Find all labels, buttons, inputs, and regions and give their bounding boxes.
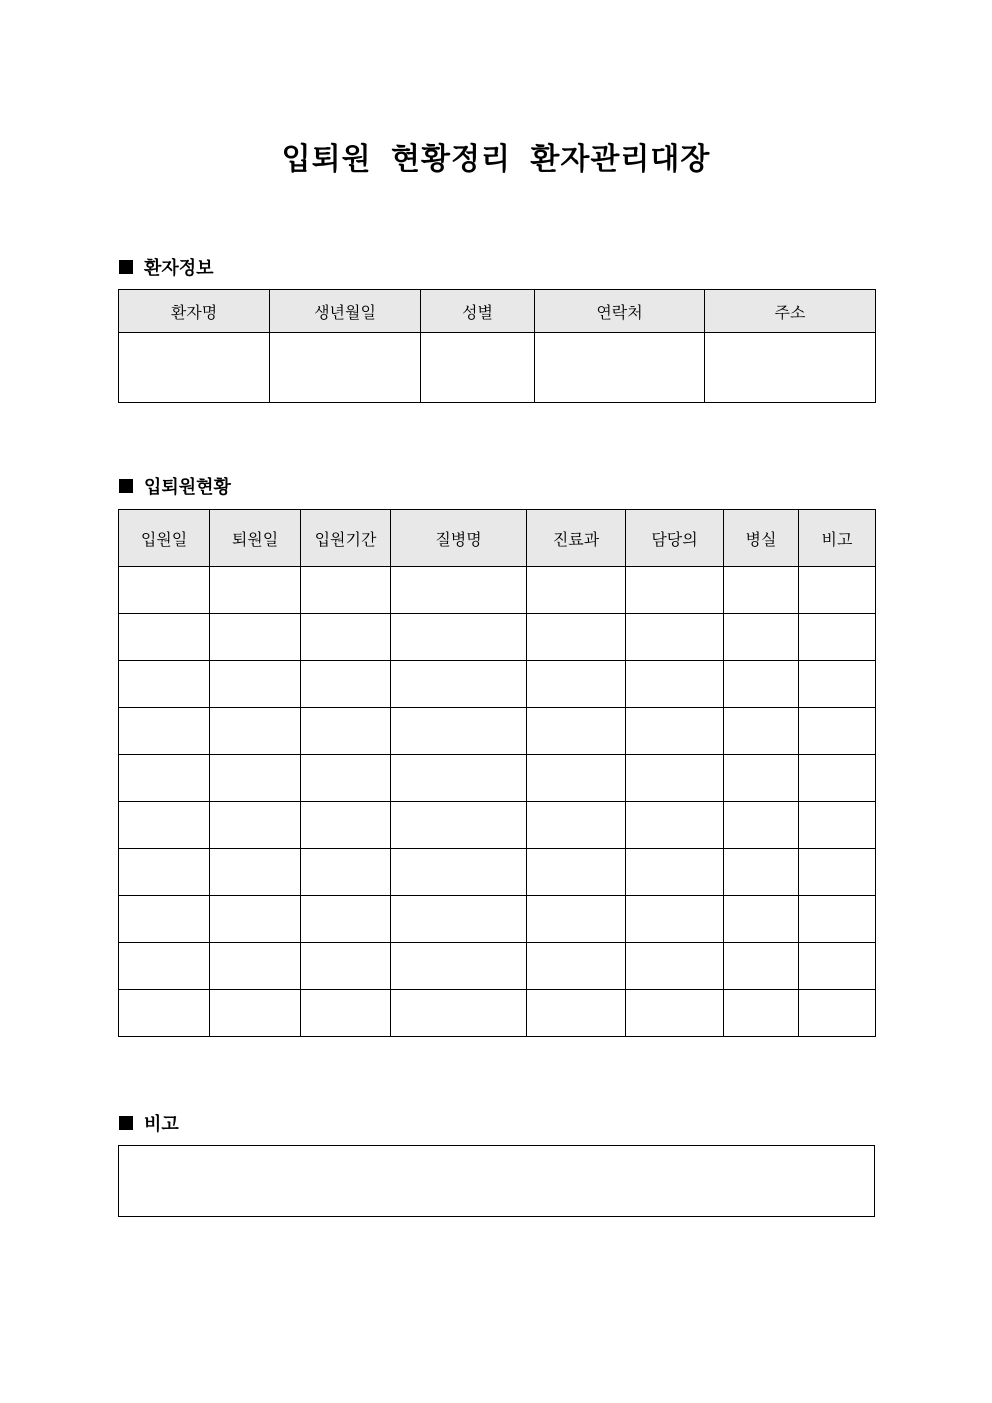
patient-info-table xyxy=(118,289,876,403)
stay-period-cell[interactable] xyxy=(301,990,391,1037)
admission-date-cell[interactable] xyxy=(119,802,210,849)
column-header-patient-name: 환자명 xyxy=(119,290,270,333)
column-header-remarks: 비고 xyxy=(799,510,876,567)
disease-name-cell[interactable] xyxy=(391,661,527,708)
discharge-date-cell[interactable] xyxy=(210,567,301,614)
remarks-cell[interactable] xyxy=(799,896,876,943)
physician-cell[interactable] xyxy=(626,896,724,943)
disease-name-cell[interactable] xyxy=(391,990,527,1037)
ward-cell[interactable] xyxy=(724,614,799,661)
physician-cell[interactable] xyxy=(626,802,724,849)
physician-cell[interactable] xyxy=(626,755,724,802)
column-header-disease-name: 질병명 xyxy=(391,510,527,567)
gender-cell[interactable] xyxy=(421,333,535,403)
stay-period-cell[interactable] xyxy=(301,614,391,661)
ward-cell[interactable] xyxy=(724,567,799,614)
admission-date-cell[interactable] xyxy=(119,943,210,990)
department-cell[interactable] xyxy=(527,755,626,802)
disease-name-cell[interactable] xyxy=(391,896,527,943)
remarks-cell[interactable] xyxy=(799,802,876,849)
square-bullet-icon xyxy=(119,479,133,493)
table-row xyxy=(119,567,876,614)
department-cell[interactable] xyxy=(527,708,626,755)
stay-period-cell[interactable] xyxy=(301,896,391,943)
column-header-ward: 병실 xyxy=(724,510,799,567)
table-row xyxy=(119,802,876,849)
stay-period-cell[interactable] xyxy=(301,755,391,802)
admission-table-body xyxy=(119,567,876,1037)
admission-date-cell[interactable] xyxy=(119,567,210,614)
patient-name-cell[interactable] xyxy=(119,333,270,403)
address-cell[interactable] xyxy=(705,333,876,403)
ward-cell[interactable] xyxy=(724,708,799,755)
department-cell[interactable] xyxy=(527,661,626,708)
remarks-cell[interactable] xyxy=(799,849,876,896)
page-title: 입퇴원 현황정리 환자관리대장 xyxy=(281,142,711,177)
physician-cell[interactable] xyxy=(626,567,724,614)
ward-cell[interactable] xyxy=(724,661,799,708)
ward-cell[interactable] xyxy=(724,755,799,802)
column-header-address: 주소 xyxy=(705,290,876,333)
table-row xyxy=(119,661,876,708)
department-cell[interactable] xyxy=(527,567,626,614)
remarks-cell[interactable] xyxy=(799,661,876,708)
table-row xyxy=(119,614,876,661)
column-header-contact: 연락처 xyxy=(535,290,705,333)
remarks-cell[interactable] xyxy=(799,943,876,990)
physician-cell[interactable] xyxy=(626,661,724,708)
remarks-field[interactable] xyxy=(118,1145,875,1217)
remarks-cell[interactable] xyxy=(799,990,876,1037)
admission-date-cell[interactable] xyxy=(119,708,210,755)
discharge-date-cell[interactable] xyxy=(210,990,301,1037)
physician-cell[interactable] xyxy=(626,849,724,896)
discharge-date-cell[interactable] xyxy=(210,614,301,661)
department-cell[interactable] xyxy=(527,849,626,896)
admission-date-cell[interactable] xyxy=(119,614,210,661)
column-header-stay-period: 입원기간 xyxy=(301,510,391,567)
remarks-cell[interactable] xyxy=(799,567,876,614)
ward-cell[interactable] xyxy=(724,802,799,849)
table-row xyxy=(119,990,876,1037)
remarks-heading xyxy=(119,1110,179,1136)
physician-cell[interactable] xyxy=(626,708,724,755)
disease-name-cell[interactable] xyxy=(391,755,527,802)
table-row xyxy=(119,943,876,990)
stay-period-cell[interactable] xyxy=(301,802,391,849)
column-header-discharge-date: 퇴원일 xyxy=(210,510,301,567)
patient-info-header-row xyxy=(119,290,876,333)
remarks-heading-label: 비고 xyxy=(144,1114,179,1135)
stay-period-cell[interactable] xyxy=(301,849,391,896)
column-header-birth-date: 생년월일 xyxy=(270,290,421,333)
stay-period-cell[interactable] xyxy=(301,708,391,755)
disease-name-cell[interactable] xyxy=(391,708,527,755)
patient-info-heading xyxy=(119,254,214,280)
ward-cell[interactable] xyxy=(724,896,799,943)
disease-name-cell[interactable] xyxy=(391,614,527,661)
discharge-date-cell[interactable] xyxy=(210,943,301,990)
department-cell[interactable] xyxy=(527,990,626,1037)
discharge-date-cell[interactable] xyxy=(210,849,301,896)
column-header-department: 진료과 xyxy=(527,510,626,567)
table-row xyxy=(119,896,876,943)
remarks-cell[interactable] xyxy=(799,614,876,661)
admission-status-heading-label: 입퇴원현황 xyxy=(144,477,231,498)
ward-cell[interactable] xyxy=(724,990,799,1037)
admission-status-heading xyxy=(119,473,231,499)
department-cell[interactable] xyxy=(527,896,626,943)
admission-date-cell[interactable] xyxy=(119,661,210,708)
disease-name-cell[interactable] xyxy=(391,802,527,849)
disease-name-cell[interactable] xyxy=(391,567,527,614)
discharge-date-cell[interactable] xyxy=(210,802,301,849)
patient-info-heading-label: 환자정보 xyxy=(144,258,214,279)
admission-status-table xyxy=(118,509,876,1037)
admission-date-cell[interactable] xyxy=(119,755,210,802)
stay-period-cell[interactable] xyxy=(301,661,391,708)
birth-date-cell[interactable] xyxy=(270,333,421,403)
department-cell[interactable] xyxy=(527,943,626,990)
remarks-cell[interactable] xyxy=(799,708,876,755)
ward-cell[interactable] xyxy=(724,849,799,896)
discharge-date-cell[interactable] xyxy=(210,755,301,802)
admission-date-cell[interactable] xyxy=(119,849,210,896)
admission-header-row xyxy=(119,510,876,567)
remarks-cell[interactable] xyxy=(799,755,876,802)
stay-period-cell[interactable] xyxy=(301,567,391,614)
table-row xyxy=(119,333,876,403)
table-row xyxy=(119,849,876,896)
department-cell[interactable] xyxy=(527,614,626,661)
department-cell[interactable] xyxy=(527,802,626,849)
square-bullet-icon xyxy=(119,260,133,274)
physician-cell[interactable] xyxy=(626,943,724,990)
ward-cell[interactable] xyxy=(724,943,799,990)
discharge-date-cell[interactable] xyxy=(210,896,301,943)
contact-cell[interactable] xyxy=(535,333,705,403)
physician-cell[interactable] xyxy=(626,614,724,661)
discharge-date-cell[interactable] xyxy=(210,661,301,708)
table-row xyxy=(119,755,876,802)
admission-date-cell[interactable] xyxy=(119,896,210,943)
table-row xyxy=(119,708,876,755)
column-header-admission-date: 입원일 xyxy=(119,510,210,567)
stay-period-cell[interactable] xyxy=(301,943,391,990)
column-header-physician: 담당의 xyxy=(626,510,724,567)
discharge-date-cell[interactable] xyxy=(210,708,301,755)
disease-name-cell[interactable] xyxy=(391,849,527,896)
disease-name-cell[interactable] xyxy=(391,943,527,990)
physician-cell[interactable] xyxy=(626,990,724,1037)
admission-date-cell[interactable] xyxy=(119,990,210,1037)
square-bullet-icon xyxy=(119,1116,133,1130)
column-header-gender: 성별 xyxy=(421,290,535,333)
